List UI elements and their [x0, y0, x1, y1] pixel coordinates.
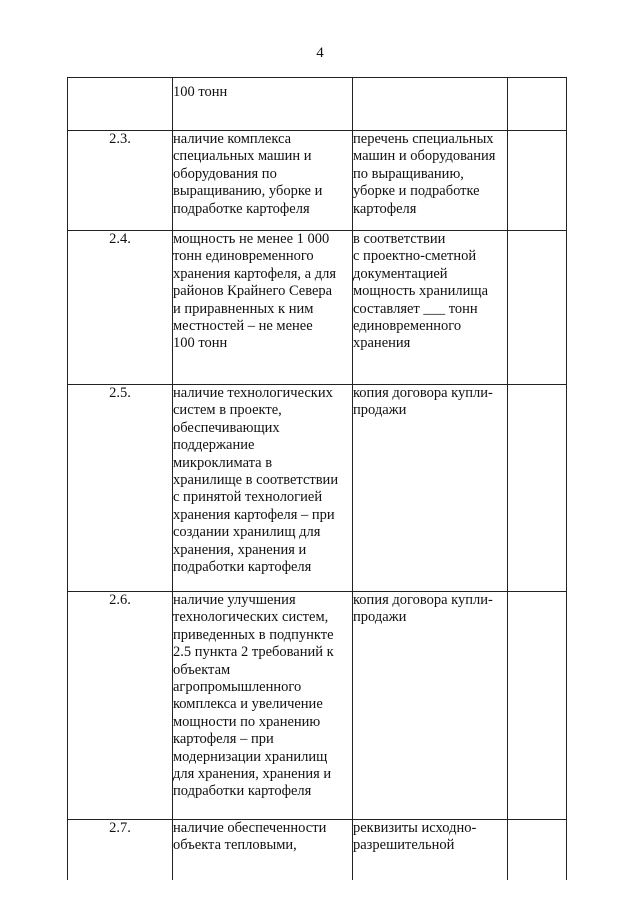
document-text: перечень специальных машин и оборудования по выращиванию, уборке и подработке картофеля: [353, 131, 496, 217]
empty-cell: [508, 385, 567, 592]
empty-cell: [508, 131, 567, 231]
requirement-text: наличие технологических систем в проекте, обеспечивающих поддержание микроклимата в хранилище в соответствии с принятой технологией хранения картофеля – при создании хранилищ для хранения, хранения и подработки картофеля: [173, 385, 339, 576]
requirements-table: [67, 77, 567, 880]
requirement-cell: [173, 385, 353, 592]
table-row: [68, 131, 567, 231]
requirement-cell: [173, 78, 353, 131]
row-number-cell: [68, 385, 173, 592]
document-text: в соответствии с проектно-сметной документацией мощность хранилища составляет ___ тонн единовременного хранения: [353, 231, 489, 352]
row-number: 2.4.: [109, 231, 131, 247]
requirement-text: наличие улучшения технологических систем, приведенных в подпункте 2.5 пункта 2 требований к объектам агропромышленного комплекса и увеличение мощности по хранению картофеля – при модернизации хранилищ для хранения, хранения и подработки картофеля: [173, 592, 334, 800]
row-number-cell: [68, 78, 173, 131]
document-cell: [353, 231, 508, 385]
table-row: [68, 820, 567, 881]
row-number: 2.6.: [109, 592, 131, 608]
row-number-cell: [68, 131, 173, 231]
document-text: копия договора купли- продажи: [353, 592, 493, 626]
document-cell: [353, 385, 508, 592]
row-number-cell: [68, 592, 173, 820]
empty-cell: [508, 231, 567, 385]
document-cell: [353, 131, 508, 231]
requirement-cell: [173, 131, 353, 231]
table-row: [68, 592, 567, 820]
empty-cell: [508, 820, 567, 881]
requirement-cell: [173, 820, 353, 881]
requirement-cell: [173, 231, 353, 385]
document-cell: [353, 592, 508, 820]
document-cell: [353, 820, 508, 881]
page-number: 4: [316, 45, 324, 61]
table-row: [68, 78, 567, 131]
empty-cell: [508, 78, 567, 131]
row-number: 2.3.: [109, 131, 131, 147]
table-row: [68, 385, 567, 592]
document-cell: [353, 78, 508, 131]
requirement-text: мощность не менее 1 000 тонн единовременного хранения картофеля, а для районов Крайнего Севера и приравненных к ним местностей – не менее 100 тонн: [173, 231, 336, 352]
empty-cell: [508, 592, 567, 820]
row-number-cell: [68, 231, 173, 385]
requirement-text: 100 тонн: [173, 84, 228, 100]
table-row: [68, 231, 567, 385]
document-text: копия договора купли- продажи: [353, 385, 493, 419]
row-number: 2.5.: [109, 385, 131, 401]
requirement-text: наличие обеспеченности объекта тепловыми,: [173, 820, 327, 854]
requirement-cell: [173, 592, 353, 820]
row-number-cell: [68, 820, 173, 881]
row-number: 2.7.: [109, 820, 131, 836]
requirement-text: наличие комплекса специальных машин и оборудования по выращиванию, уборке и подработке картофеля: [173, 131, 323, 217]
document-text: реквизиты исходно- разрешительной: [353, 820, 477, 854]
